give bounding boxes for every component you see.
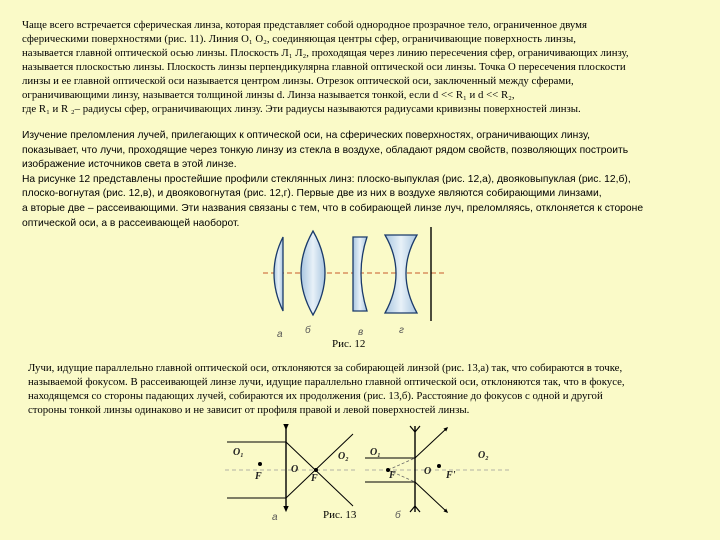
text-line: где R₁ и R ₂– радиусы сфер, ограничивающих линзу. Эти радиусы называются радиусами кривизны поверхностей линзы. — [22, 103, 581, 115]
lens-plano-convex — [274, 237, 283, 311]
text-line: Изучение преломления лучей, прилегающих к оптической оси, на сферических поверхностях, ограничивающих линзу, — [22, 130, 590, 141]
figure-13-ray-diagrams — [225, 422, 515, 527]
label-f2: F' — [446, 470, 456, 481]
label-a: а — [277, 329, 283, 340]
label-v: в — [358, 327, 364, 338]
text-line: стороны тонкой линзы одинаково и не зависит от профиля правой и левой поверхностей линзы. — [28, 404, 470, 416]
text-line: сферическими поверхностями (рис. 11). Линия О₁ О₂, соединяющая центры сфер, ограничивающие поверхность линзы, — [22, 33, 576, 45]
figure-12-lens-profiles — [255, 225, 455, 340]
label-b: б — [305, 325, 311, 336]
label-f2: F — [311, 473, 318, 484]
label-a: а — [272, 512, 278, 523]
label-f1: F — [389, 470, 396, 481]
text-line: показывает, что лучи, проходящие через тонкую линзу из стекла в воздухе, обладают рядом свойств, позволяющих построить — [22, 144, 629, 156]
text-line: Лучи, идущие параллельно главной оптической оси, отклоняются за собирающей линзой (рис. 13,а) так, что собираются в точке, — [28, 362, 623, 374]
text-line: плоско-вогнутая (рис. 12,в), и двояковогнутая (рис. 12,г). Первые две из них в воздухе являются собирающими линзами, — [22, 188, 602, 200]
text-line: называется плоскостью линзы. Плоскость линзы перпендикулярна главной оптической оси линзы. Точка О пересечения плоскости — [22, 61, 626, 73]
text-line: изображение источников света в этой линзе. — [22, 159, 237, 171]
text-line: находящемся со стороны падающих лучей, собираются их продолжения (рис. 13,б). Расстояние до фокусов с одной и другой — [28, 390, 603, 402]
label-g: г — [399, 325, 404, 336]
figure-12-caption: Рис. 12 — [332, 338, 366, 350]
label-o2: O₂ — [338, 451, 349, 462]
label-o: O — [424, 466, 432, 477]
label-b: б — [395, 510, 401, 521]
text-line: На рисунке 12 представлены простейшие профили стеклянных линз: плоско-выпуклая (рис. 12,а), двояковыпуклая (рис. 12,б), — [22, 173, 631, 185]
text-line: оптической оси, а в рассеивающей наоборот. — [22, 217, 240, 229]
label-o: O — [291, 464, 299, 475]
text-line: называемой фокусом. В рассеивающей линзе лучи, идущие параллельно главной оптической оси, отклоняются так, что в фокусе, — [28, 376, 625, 388]
label-o1: O₁ — [370, 447, 381, 458]
text-line: Чаще всего встречается сферическая линза, которая представляет собой однородное прозрачное тело, ограниченное двумя — [22, 19, 587, 31]
figure-13-caption: Рис. 13 — [323, 509, 357, 521]
lens-biconcave — [385, 235, 417, 313]
text-line: называется главной оптической осью линзы. Плоскость Л₁ Л₂, проходящая через линию пересечения сфер, ограничивающих линзу, — [22, 47, 629, 59]
text-line: ограничивающими линзу, называется толщиной линзы d. Линза называется тонкой, если d << R₁ и d << R₂, — [22, 89, 515, 101]
label-f1: F — [255, 471, 262, 482]
label-o2: O₂ — [478, 450, 489, 461]
text-line: а вторые две – рассеивающими. Эти названия связаны с тем, что в собирающей линзе луч, преломляясь, отклоняется к стороне — [22, 203, 644, 214]
lens-biconvex — [301, 231, 325, 315]
lens-plano-concave — [353, 237, 367, 311]
diagram-13b — [365, 426, 510, 521]
text-line: линзы и ее главной оптической оси называется центром линзы. Отрезок оптической оси, заключенный между сферами, — [22, 75, 574, 87]
label-o1: O₁ — [233, 447, 244, 458]
